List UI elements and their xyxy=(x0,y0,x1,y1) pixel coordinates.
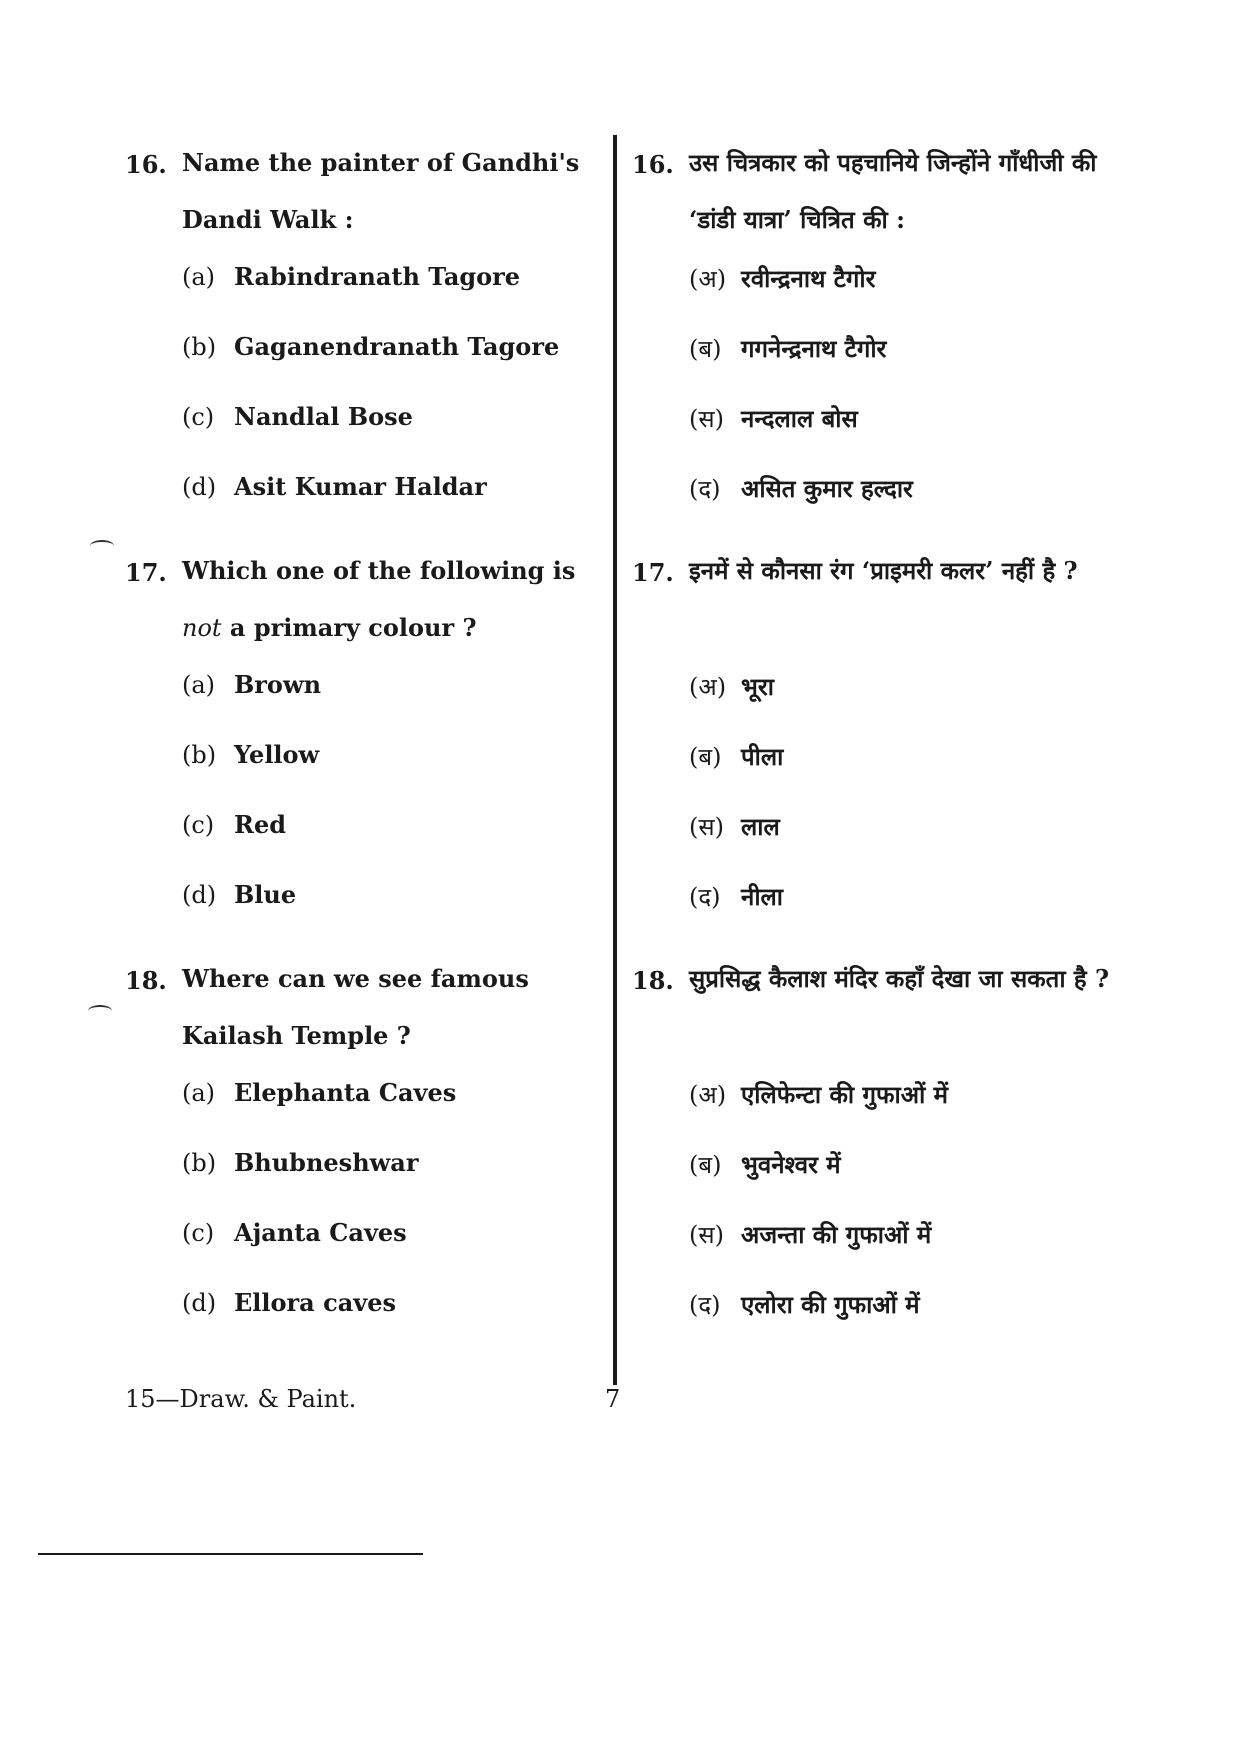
option-b xyxy=(689,740,783,773)
option-text: असित कुमार हल्दार xyxy=(741,474,913,503)
option-label: (a) xyxy=(182,1079,216,1107)
option-a xyxy=(689,670,774,703)
option-label: (b) xyxy=(182,333,217,361)
option-text: Ajanta Caves xyxy=(234,1218,407,1247)
question-text: Name the painter of Gandhi's Dandi Walk : xyxy=(182,148,580,234)
question-text: इनमें से कौनसा रंग ‘प्राइमरी कलर’ नहीं है ? xyxy=(689,556,1078,585)
option-label: (d) xyxy=(182,473,217,501)
option-text: भुवनेश्वर में xyxy=(741,1150,841,1179)
option-label: (c) xyxy=(182,811,215,839)
option-d xyxy=(689,472,913,505)
option-label: (ब) xyxy=(689,335,722,363)
scan-mark xyxy=(90,540,114,552)
column-divider xyxy=(613,135,617,1385)
option-b xyxy=(182,740,319,769)
option-a xyxy=(182,670,321,699)
footer-rule xyxy=(38,1553,423,1555)
option-label: (द) xyxy=(689,883,721,911)
option-label: (स) xyxy=(689,405,724,433)
option-d xyxy=(689,1288,920,1321)
option-label: (d) xyxy=(182,881,217,909)
option-text: Brown xyxy=(234,670,322,699)
question-number: 17. xyxy=(632,558,674,587)
question-number: 16. xyxy=(125,150,167,179)
question-text: Which one of the following is not a primary colour ? xyxy=(182,556,576,642)
question-text: सुप्रसिद्ध कैलाश मंदिर कहाँ देखा जा सकता है ? xyxy=(689,964,1110,993)
option-a xyxy=(182,1078,456,1107)
option-label: (c) xyxy=(182,403,215,431)
option-label: (b) xyxy=(182,741,217,769)
question-number: 17. xyxy=(125,558,167,587)
option-c xyxy=(689,402,858,435)
option-text: Rabindranath Tagore xyxy=(234,262,521,291)
option-text: Asit Kumar Haldar xyxy=(234,472,487,501)
option-a xyxy=(689,1078,948,1111)
option-text: अजन्ता की गुफाओं में xyxy=(741,1220,932,1249)
option-label: (स) xyxy=(689,813,724,841)
option-text: पीला xyxy=(741,742,784,771)
option-d xyxy=(689,880,783,913)
option-b xyxy=(182,332,559,361)
option-c xyxy=(689,1218,931,1251)
option-text: गगनेन्द्रनाथ टैगोर xyxy=(741,334,887,363)
option-label: (स) xyxy=(689,1221,724,1249)
option-label: (अ) xyxy=(689,1081,727,1109)
question-text: Where can we see famous Kailash Temple ? xyxy=(182,964,529,1050)
option-text: एलोरा की गुफाओं में xyxy=(741,1290,920,1319)
option-b xyxy=(182,1148,419,1177)
option-c xyxy=(182,810,286,839)
option-text: रवीन्द्रनाथ टैगोर xyxy=(741,264,876,293)
option-d xyxy=(182,1288,396,1317)
option-a xyxy=(182,262,520,291)
option-c xyxy=(182,1218,407,1247)
option-c xyxy=(182,402,413,431)
option-text: Nandlal Bose xyxy=(234,402,413,431)
option-label: (द) xyxy=(689,475,721,503)
question-number: 18. xyxy=(125,966,167,995)
scan-mark xyxy=(88,1005,112,1017)
option-c xyxy=(689,810,780,843)
option-label: (ब) xyxy=(689,1151,722,1179)
option-label: (d) xyxy=(182,1289,217,1317)
option-label: (ब) xyxy=(689,743,722,771)
option-label: (c) xyxy=(182,1219,215,1247)
question-number: 18. xyxy=(632,966,674,995)
option-label: (b) xyxy=(182,1149,217,1177)
option-text: Gaganendranath Tagore xyxy=(234,332,560,361)
option-text: Ellora caves xyxy=(234,1288,396,1317)
option-text: भूरा xyxy=(741,672,774,701)
option-text: Yellow xyxy=(234,740,320,769)
option-text: Red xyxy=(234,810,286,839)
option-label: (द) xyxy=(689,1291,721,1319)
option-text: एलिफेन्टा की गुफाओं में xyxy=(741,1080,948,1109)
option-text: नीला xyxy=(741,882,784,911)
option-text: Elephanta Caves xyxy=(234,1078,457,1107)
option-text: Bhubneshwar xyxy=(234,1148,419,1177)
page-number: 7 xyxy=(605,1385,621,1413)
option-a xyxy=(689,262,875,295)
option-b xyxy=(689,1148,841,1181)
option-d xyxy=(182,472,487,501)
question-number: 16. xyxy=(632,150,674,179)
question-text: उस चित्रकार को पहचानिये जिन्होंने गाँधीजी की ‘डांडी यात्रा’ चित्रित की : xyxy=(689,148,1097,234)
option-label: (a) xyxy=(182,671,216,699)
option-text: Blue xyxy=(234,880,297,909)
option-text: नन्दलाल बोस xyxy=(741,404,858,433)
option-label: (अ) xyxy=(689,265,727,293)
option-label: (a) xyxy=(182,263,216,291)
option-b xyxy=(689,332,886,365)
option-d xyxy=(182,880,296,909)
option-text: लाल xyxy=(741,812,780,841)
paper-code: 15—Draw. & Paint. xyxy=(125,1385,357,1413)
option-label: (अ) xyxy=(689,673,727,701)
